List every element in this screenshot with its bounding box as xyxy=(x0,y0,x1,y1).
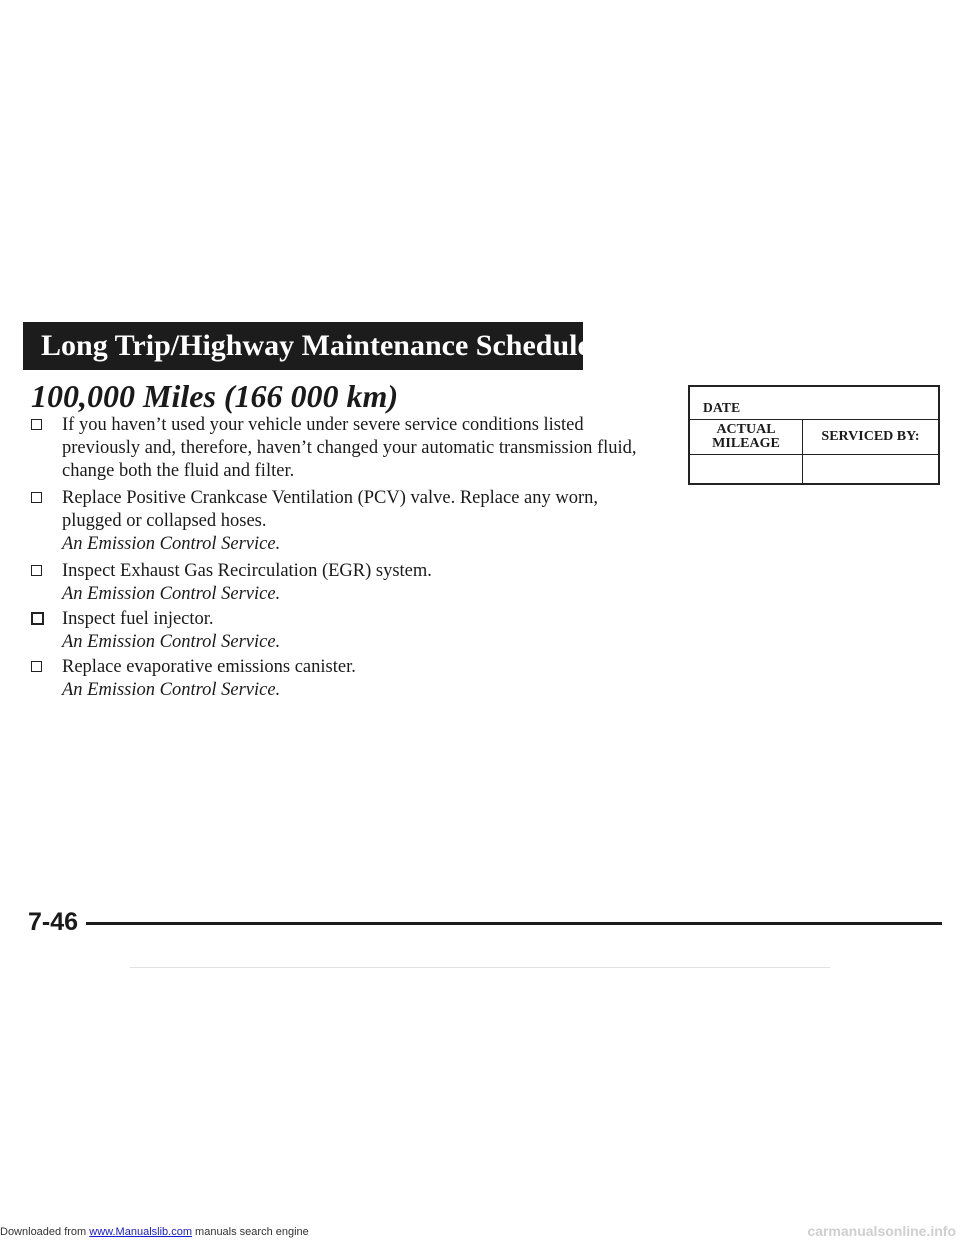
service-record-table xyxy=(688,385,940,485)
item-text-line: plugged or collapsed hoses. xyxy=(62,511,267,531)
maintenance-item xyxy=(31,656,671,702)
download-note-suffix: manuals search engine xyxy=(191,1226,309,1238)
checkbox-icon[interactable] xyxy=(31,492,42,503)
maintenance-item xyxy=(31,487,671,556)
item-text-line: change both the fluid and filter. xyxy=(62,461,295,481)
actual-mileage-header xyxy=(689,420,803,455)
actual-mileage-entry[interactable] xyxy=(689,455,803,485)
emission-control-note: An Emission Control Service. xyxy=(62,584,281,604)
page-number: 7-46 xyxy=(28,908,79,936)
item-text-line: Inspect Exhaust Gas Recirculation (EGR) system. xyxy=(62,561,432,581)
footer-divider xyxy=(86,922,942,925)
date-field[interactable] xyxy=(689,386,939,420)
serviced-by-label: SERVICED BY: xyxy=(821,429,920,444)
item-text-line: If you haven’t used your vehicle under severe service conditions listed xyxy=(62,415,584,435)
checkbox-icon[interactable] xyxy=(31,612,44,625)
serviced-by-header xyxy=(803,420,940,455)
watermark: carmanualsonline.info xyxy=(807,1223,956,1239)
manualslib-link[interactable]: www.Manualslib.com xyxy=(89,1226,192,1238)
checkbox-icon[interactable] xyxy=(31,565,42,576)
actual-mileage-label-line2: MILEAGE xyxy=(712,436,780,451)
item-text-line: Replace evaporative emissions canister. xyxy=(62,657,356,677)
checkbox-icon[interactable] xyxy=(31,419,42,430)
item-text-line: Replace Positive Crankcase Ventilation (PCV) valve. Replace any worn, xyxy=(62,488,599,508)
section-title: 100,000 Miles (166 000 km) xyxy=(31,378,399,414)
emission-control-note: An Emission Control Service. xyxy=(62,632,281,652)
download-note xyxy=(0,1226,309,1238)
item-text-line: previously and, therefore, haven’t changed your automatic transmission fluid, xyxy=(62,438,637,458)
maintenance-item xyxy=(31,414,671,483)
maintenance-item xyxy=(31,560,671,606)
emission-control-note: An Emission Control Service. xyxy=(62,680,281,700)
serviced-by-entry[interactable] xyxy=(803,455,940,485)
item-text-line: Inspect fuel injector. xyxy=(62,609,214,629)
page-header-title: Long Trip/Highway Maintenance Schedule xyxy=(23,322,583,370)
checkbox-icon[interactable] xyxy=(31,661,42,672)
maintenance-item xyxy=(31,608,671,654)
faint-divider xyxy=(130,967,830,968)
emission-control-note: An Emission Control Service. xyxy=(62,534,281,554)
download-note-prefix: Downloaded from xyxy=(0,1226,90,1238)
date-label: DATE xyxy=(703,400,741,415)
maintenance-item-list xyxy=(31,414,671,702)
actual-mileage-label-line1: ACTUAL xyxy=(716,422,776,437)
